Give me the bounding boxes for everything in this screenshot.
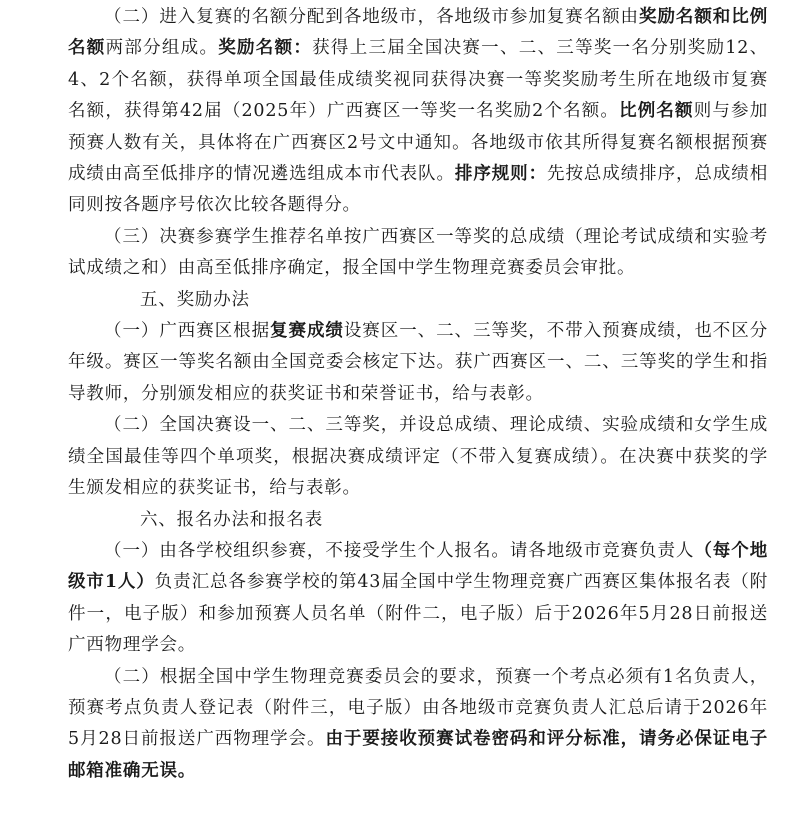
text-run: （一）由各学校组织参赛，不接受学生个人报名。请各地级市竞赛负责人 — [104, 540, 695, 561]
paragraph-final-recommendation: （三）决赛参赛学生推荐名单按广西赛区一等奖的总成绩（理论考试成绩和实验考试成绩之和）由高至低排序确定，报全国中学生物理竞赛委员会审批。 — [68, 226, 768, 279]
text-run: 两部分组成。 — [105, 38, 219, 59]
text-run: （二）进入复赛的名额分配到各地级市，各地级市参加复赛名额由 — [104, 7, 639, 27]
section-heading-awards: 五、奖励办法 — [140, 289, 250, 310]
text-run: 先按总成绩排序，总成绩相同则按各题序号依次比较各题得分。 — [68, 164, 768, 216]
bold-run: 奖励名额： — [218, 38, 313, 59]
paragraph-registration-method — [68, 536, 768, 662]
paragraph-quota-allocation — [68, 2, 768, 222]
bold-run: 复赛成绩 — [270, 321, 344, 342]
bold-run: 奖励名额和比例名额 — [68, 7, 768, 59]
paragraph-national-awards: （二）全国决赛设一、二、三等奖，并设总成绩、理论成绩、实验成绩和女学生成绩全国最佳等四个单项奖，根据决赛成绩评定（不带入复赛成绩）。在决赛中获奖的学生颁发相应的获奖证书，给与表彰。 — [68, 415, 768, 499]
bold-run: 由于要接收预赛试卷密码和评分标准，请务必保证电子邮箱准确无误。 — [68, 729, 769, 781]
bold-run: （每个地级市1人） — [68, 540, 768, 593]
bold-run: 比例名额 — [619, 101, 694, 122]
text-run: 获得上三届全国决赛一、二、三等奖一名分别奖励12、4、2个名额，获得单项全国最佳成绩奖视同获得决赛一等奖奖励考生所在地级市复赛名额，获得第42届（2025年）广西赛区一等奖一名奖励2个名额。 — [68, 38, 768, 122]
text-run: （二）根据全国中学生物理竞赛委员会的要求，预赛一个考点必须有1名负责人，预赛考点负责人登记表（附件三，电子版）由各地级市竞赛负责人汇总后请于2026年5月28日前报送广西物理学会。 — [68, 666, 768, 750]
text-run: 设赛区一、二、三等奖，不带入预赛成绩，也不区分年级。赛区一等奖名额由全国竞委会核定下达。获广西赛区一、二、三等奖的学生和指导教师，分别颁发相应的获奖证书和荣誉证书，给与表彰。 — [68, 321, 769, 404]
paragraph-exam-site-contact — [68, 662, 768, 788]
bold-run: 排序规则： — [454, 164, 548, 185]
paragraph-regional-awards — [68, 316, 768, 410]
text-run: 则与参加预赛人数有关，具体将在广西赛区2号文中通知。各地级市依其所得复赛名额根据预赛成绩由高至低排序的情况遴选组成本市代表队。 — [68, 101, 768, 185]
text-run: 负责汇总各参赛学校的第43届全国中学生物理竞赛广西赛区集体报名表（附件一，电子版）和参加预赛人员名单（附件二，电子版）后于2026年5月28日前报送广西物理学会。 — [68, 572, 768, 656]
section-heading-registration: 六、报名办法和报名表 — [140, 509, 323, 530]
text-run: （一）广西赛区根据 — [104, 321, 271, 342]
